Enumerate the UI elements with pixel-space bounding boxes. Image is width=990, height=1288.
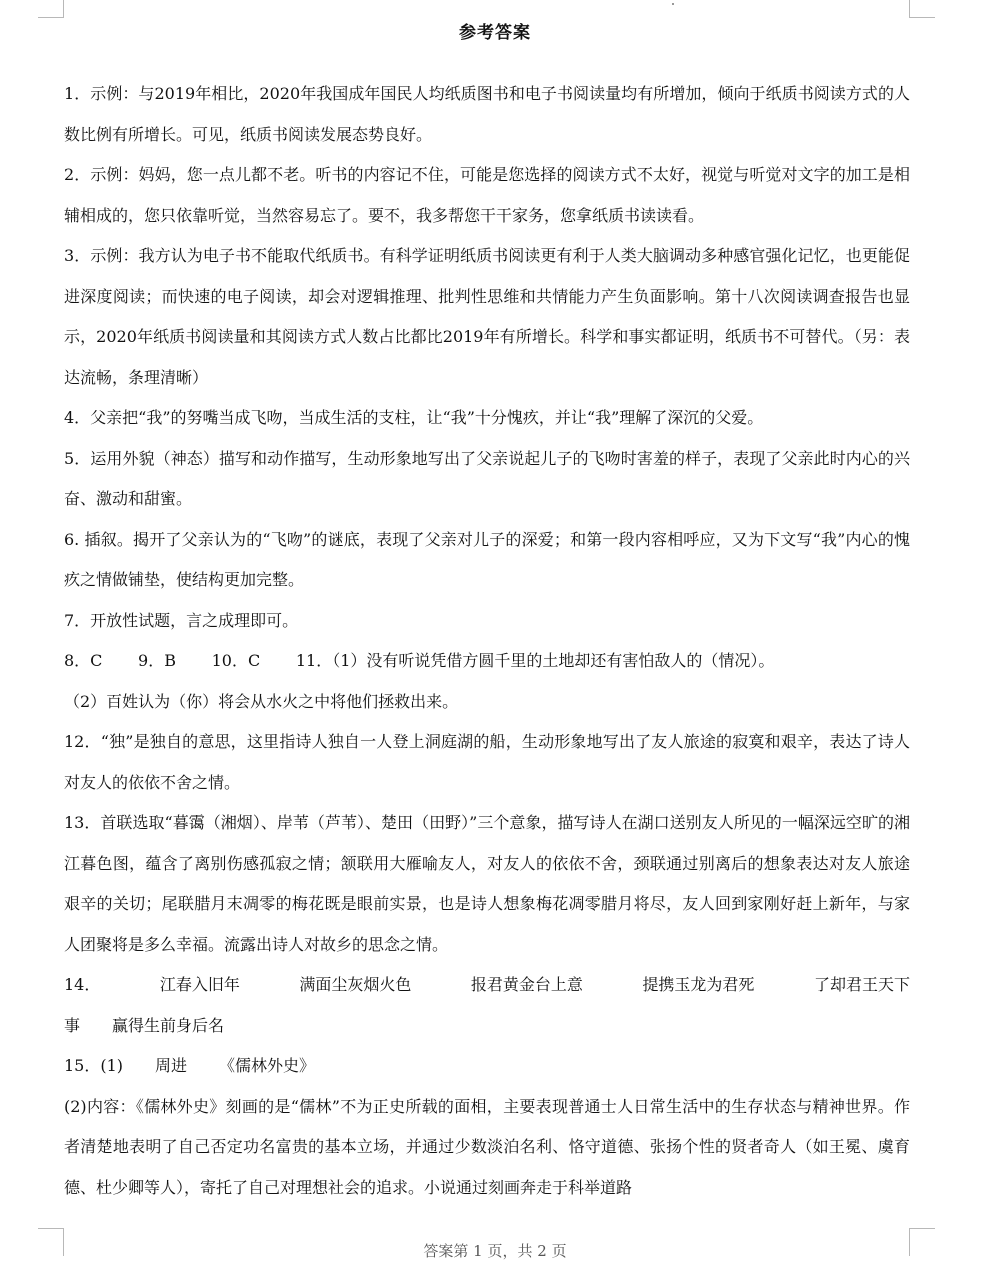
- page-footer: 答案第 1 页，共 2 页: [423, 1242, 567, 1260]
- crop-mark: [63, 0, 64, 18]
- answer-14-item: 事: [64, 1015, 81, 1035]
- answer-8: 8．C: [64, 651, 103, 670]
- answer-14-item: 报君黄金台上意: [470, 975, 583, 994]
- page-title: 参考答案: [459, 23, 531, 43]
- answer-9: 9．B: [138, 651, 176, 670]
- crop-mark: [909, 1228, 935, 1229]
- answer-2: 2．示例：妈妈，您一点儿都不老。听书的内容记不住，可能是您选择的阅读方式不太好，视觉与听觉对文字的加工是相辅相成的，您只依靠听觉，当然容易忘了。要不，我多帮您干干家务，您拿纸质书读读看。: [64, 165, 910, 225]
- answer-15-item: 周进: [155, 1056, 188, 1075]
- answer-14-item: 了却君王天下: [813, 975, 910, 994]
- answer-15-label: 15．(1): [64, 1056, 124, 1075]
- answer-12: 12．“独”是独自的意思，这里指诗人独自一人登上洞庭湖的船，生动形象地写出了友人旅途的寂寞和艰辛，表达了诗人对友人的依依不舍之情。: [64, 732, 910, 792]
- answer-14-line-1: [64, 965, 910, 1006]
- crop-mark: [909, 0, 910, 18]
- answer-14-item: 江春入旧年: [159, 975, 240, 994]
- answer-6: 6. 插叙。揭开了父亲认为的“飞吻”的谜底，表现了父亲对儿子的深爱；和第一段内容相呼应，又为下文写“我”内心的愧疚之情做铺垫，使结构更加完整。: [64, 529, 910, 589]
- crop-mark: [38, 1228, 63, 1229]
- answer-13: 13．首联选取“暮霭（湘烟）、岸苇（芦苇）、楚田（田野）”三个意象，描写诗人在湖口送别友人所见的一幅深远空旷的湘江暮色图，蕴含了离别伤感孤寂之情；颔联用大雁喻友人，对友人的依依不舍，颈联通过别离后的想象表达对友人旅途艰辛的关切；尾联腊月末凋零的梅花既是眼前实景，也是诗人想象梅花凋零腊月将尽，友人回到家刚好赶上新年，与家人团聚将是多么幸福。流露出诗人对故乡的思念之情。: [64, 813, 910, 954]
- answer-body: [64, 74, 910, 1208]
- answer-14-item: 赢得生前身后名: [112, 1015, 225, 1035]
- answer-4: 4．父亲把“我”的努嘴当成飞吻，当成生活的支柱，让“我”十分愧疚，并让“我”理解了深沉的父爱。: [64, 408, 764, 427]
- answer-1: 1．示例：与2019年相比，2020年我国成年国民人均纸质图书和电子书阅读量均有所增加，倾向于纸质书阅读方式的人数比例有所增长。可见，纸质书阅读发展态势良好。: [64, 84, 910, 144]
- answers-8-11: [64, 641, 910, 682]
- answer-10: 10．C: [211, 651, 261, 670]
- speck: [672, 3, 674, 5]
- answer-5: 5．运用外貌（神态）描写和动作描写，生动形象地写出了父亲说起儿子的飞吻时害羞的样子，表现了父亲此时内心的兴奋、激动和甜蜜。: [64, 448, 910, 508]
- answer-3: 3．示例：我方认为电子书不能取代纸质书。有科学证明纸质书阅读更有利于人类大脑调动多种感官强化记忆，也更能促进深度阅读；而快速的电子阅读，却会对逻辑推理、批判性思维和共情能力产生负面影响。第十八次阅读调查报告也显示，2020年纸质书阅读量和其阅读方式人数占比都比2019年有所增长。科学和事实都证明，纸质书不可替代。（另：表达流畅，条理清晰）: [64, 246, 910, 387]
- answer-11-2: （2）百姓认为（你）将会从水火之中将他们拯救出来。: [64, 691, 459, 711]
- answer-15-1: [64, 1046, 910, 1087]
- answer-15-item: 《儒林外史》: [219, 1056, 316, 1075]
- answer-11-1: 11．（1）没有听说凭借方圆千里的土地却还有害怕敌人的（情况）。: [295, 651, 775, 670]
- answer-14-line-2: [64, 1006, 910, 1047]
- answer-14-item: 满面尘灰烟火色: [299, 975, 412, 994]
- answer-15-2: (2)内容：《儒林外史》刻画的是“儒林”不为正史所载的面相，主要表现普通士人日常生活中的生存状态与精神世界。作者清楚地表明了自己否定功名富贵的基本立场，并通过少数淡泊名利、恪守道德、张扬个性的贤者奇人（如王冕、虞育德、杜少卿等人），寄托了自己对理想社会的追求。小说通过刻画奔走于科举道路: [64, 1096, 910, 1197]
- answer-7: 7．开放性试题，言之成理即可。: [64, 610, 299, 630]
- answer-14-label: 14．: [64, 975, 101, 994]
- answer-14-item: 提携玉龙为君死: [642, 975, 755, 994]
